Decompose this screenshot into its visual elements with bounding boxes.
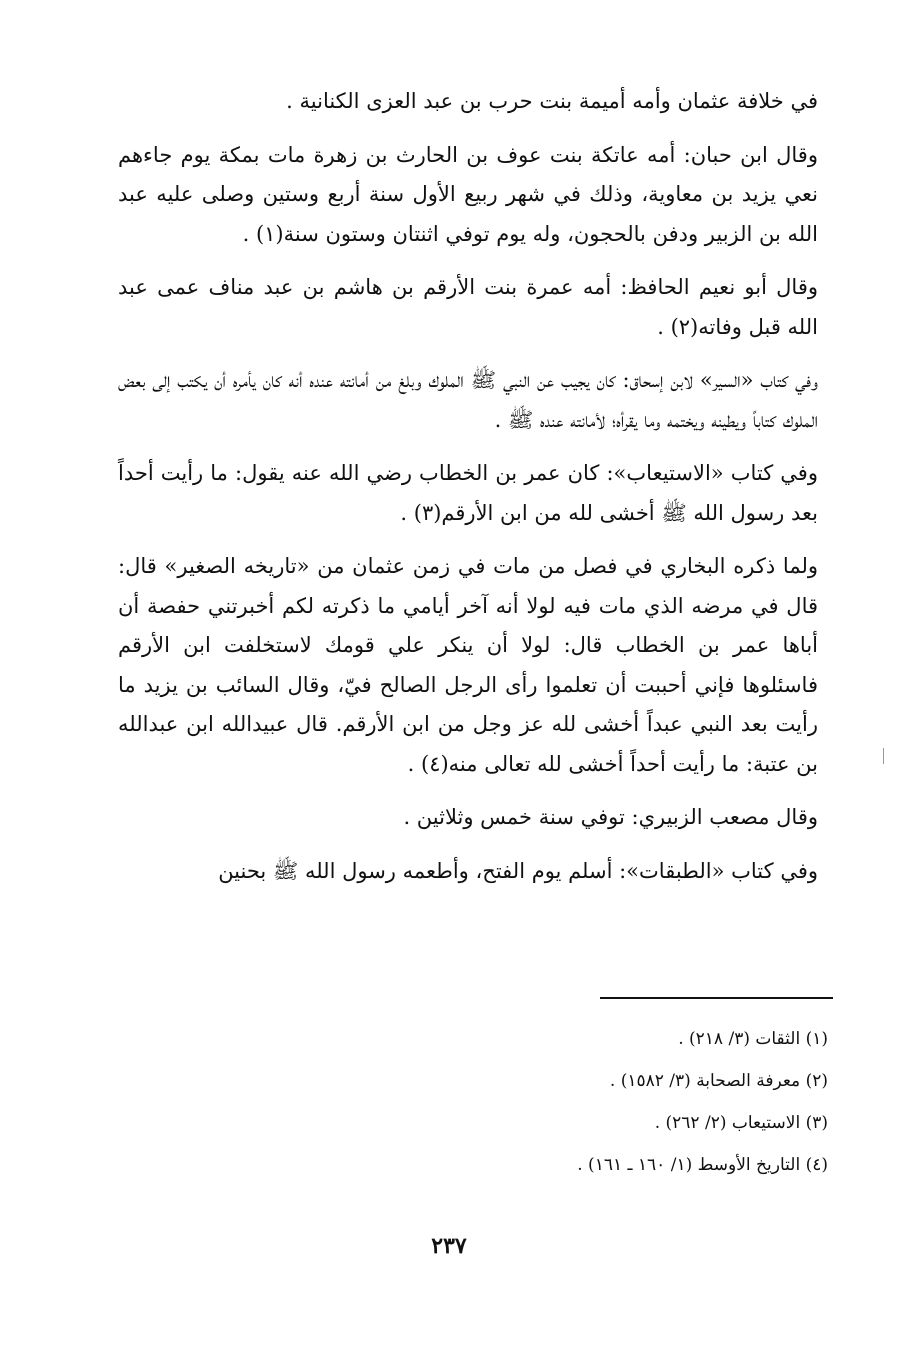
paragraph: وفي كتاب «الطبقات»: أسلم يوم الفتح، وأطعمه رسول الله ﷺ بحنين	[218, 858, 818, 883]
paragraph: وفي كتاب «السير» لابن إسحاق: كان يجيب عن النبي ﷺ الملوك وبلغ من أمانته عنده أنه كان يأمره أن يكتب إلى بعض الملوك كتاباً ويطينه ويختمه وما يقرأه؛ لأمانته عنده ﷺ .	[118, 368, 818, 432]
paragraph: وقال أبو نعيم الحافظ: أمه عمرة بنت الأرقم بن هاشم بن عبد مناف عمى عبد الله قبل وفاته(٢) .	[118, 275, 818, 339]
paragraph: ولما ذكره البخاري في فصل من مات في زمن عثمان من «تاريخه الصغير» قال: قال في مرضه الذي مات فيه لولا أنه آخر أيامي ما ذكرته لكم أخبرتني حفصة أن أباها عمر بن الخطاب قال: لولا أن ينكر علي قومك لاستخلفت ابن الأرقم فاسئلوها فإني أحببت أن تعلموا رأى الرجل الصالح فيّ، وقال السائب بن يزيد ما رأيت بعد النبي عبداً أخشى لله عز وجل من ابن الأرقم. قال عبيدالله ابن عبدالله بن عتبة: ما رأيت أحداً أخشى لله تعالى منه(٤) .	[118, 554, 818, 776]
paragraph: في خلافة عثمان وأمه أميمة بنت حرب بن عبد العزى الكنانية .	[286, 89, 818, 113]
footnote: (٤) التاريخ الأوسط (١/ ١٦٠ ـ ١٦١) .	[577, 1155, 828, 1175]
page-number: ٢٣٧	[431, 1233, 467, 1259]
paragraph: وفي كتاب «الاستيعاب»: كان عمر بن الخطاب رضي الله عنه يقول: ما رأيت أحداً بعد رسول الله ﷺ أخشى لله من ابن الأرقم(٣) .	[118, 461, 818, 525]
footnote: (١) الثقات (٣/ ٢١٨) .	[678, 1029, 828, 1049]
margin-mark	[883, 748, 884, 764]
main-text	[118, 82, 818, 905]
footnote: (٢) معرفة الصحابة (٣/ ١٥٨٢) .	[609, 1071, 828, 1091]
paragraph: وقال مصعب الزبيري: توفي سنة خمس وثلاثين .	[403, 805, 818, 829]
paragraph: وقال ابن حبان: أمه عاتكة بنت عوف بن الحارث بن زهرة مات بمكة يوم جاءهم نعي يزيد بن معاوية، وذلك في شهر ربيع الأول سنة أربع وستين وصلى عليه عبد الله بن الزبير ودفن بالحجون، وله يوم توفي اثنتان وستون سنة(١) .	[118, 142, 818, 246]
footnote: (٣) الاستيعاب (٢/ ٢٦٢) .	[654, 1113, 828, 1133]
footnote-divider	[600, 997, 833, 999]
footnotes	[118, 1018, 828, 1186]
